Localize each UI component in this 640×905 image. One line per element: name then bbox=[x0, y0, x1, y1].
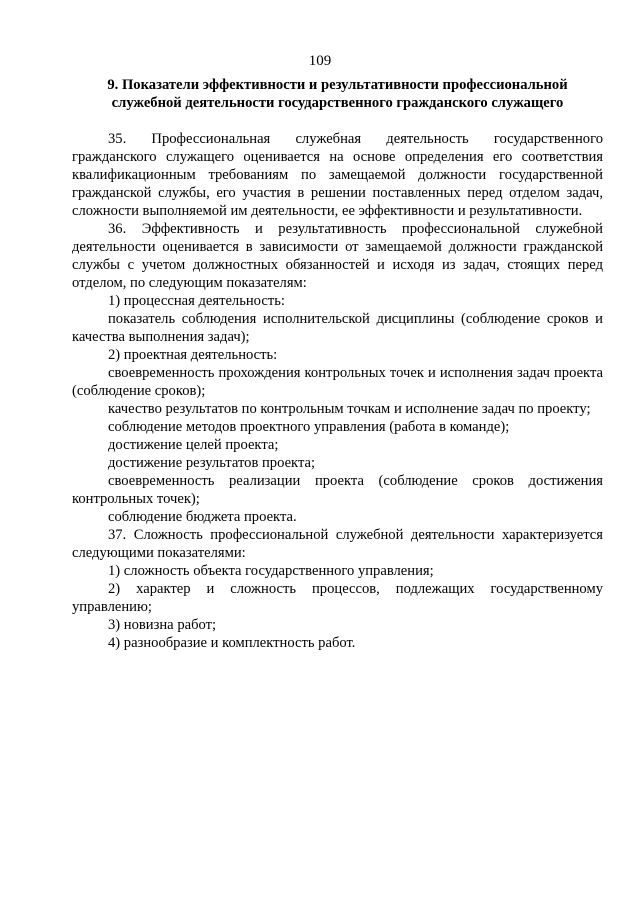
list-item-diversity: 4) разнообразие и комплектность работ. bbox=[108, 635, 356, 651]
paragraph-37: 37. Сложность профессиональной служебной деятельности характеризуется следующими показателями: bbox=[72, 527, 603, 561]
section-heading-line-1: 9. Показатели эффективности и результативности профессиональной bbox=[107, 77, 568, 93]
list-item-project-goals: достижение целей проекта; bbox=[108, 437, 279, 453]
list-item-checkpoints-timeliness: своевременность прохождения контрольных точек и исполнения задач проекта (соблюдение сроков); bbox=[72, 365, 603, 399]
list-item-project-timeliness: своевременность реализации проекта (соблюдение сроков достижения контрольных точек); bbox=[72, 473, 603, 507]
list-item-process-activity: 1) процессная деятельность: bbox=[108, 293, 285, 309]
list-item-novelty: 3) новизна работ; bbox=[108, 617, 217, 633]
paragraph-36: 36. Эффективность и результативность профессиональной служебной деятельности оценивается в зависимости от замещаемой должности гражданской службы с учетом должностных обязанностей и исходя из задач, стоящих перед отделом, по следующим показателям: bbox=[72, 221, 603, 291]
list-item-complexity-processes: 2) характер и сложность процессов, подлежащих государственному управлению; bbox=[72, 581, 603, 615]
list-item-complexity-object: 1) сложность объекта государственного управления; bbox=[108, 563, 434, 579]
list-item-discipline-indicator: показатель соблюдения исполнительской дисциплины (соблюдение сроков и качества выполнения задач); bbox=[72, 311, 603, 345]
section-heading bbox=[72, 76, 603, 112]
list-item-results-quality: качество результатов по контрольным точкам и исполнение задач по проекту; bbox=[108, 401, 591, 417]
list-item-project-results: достижение результатов проекта; bbox=[108, 455, 316, 471]
list-item-project-methods: соблюдение методов проектного управления (работа в команде); bbox=[108, 419, 510, 435]
list-item-project-budget: соблюдение бюджета проекта. bbox=[108, 509, 297, 525]
section-heading-line-2: служебной деятельности государственного гражданского служащего bbox=[111, 95, 564, 111]
page-number: 109 bbox=[308, 53, 332, 69]
paragraph-35: 35. Профессиональная служебная деятельность государственного гражданского служащего оценивается на основе определения его соответствия квалификационным требованиям по замещаемой должности государственной гражданской службы, его участия в решении поставленных перед отделом задач, сложности выполняемой им деятельности, ее эффективности и результативности. bbox=[72, 131, 603, 219]
document-body bbox=[72, 130, 603, 652]
list-item-project-activity: 2) проектная деятельность: bbox=[108, 347, 278, 363]
